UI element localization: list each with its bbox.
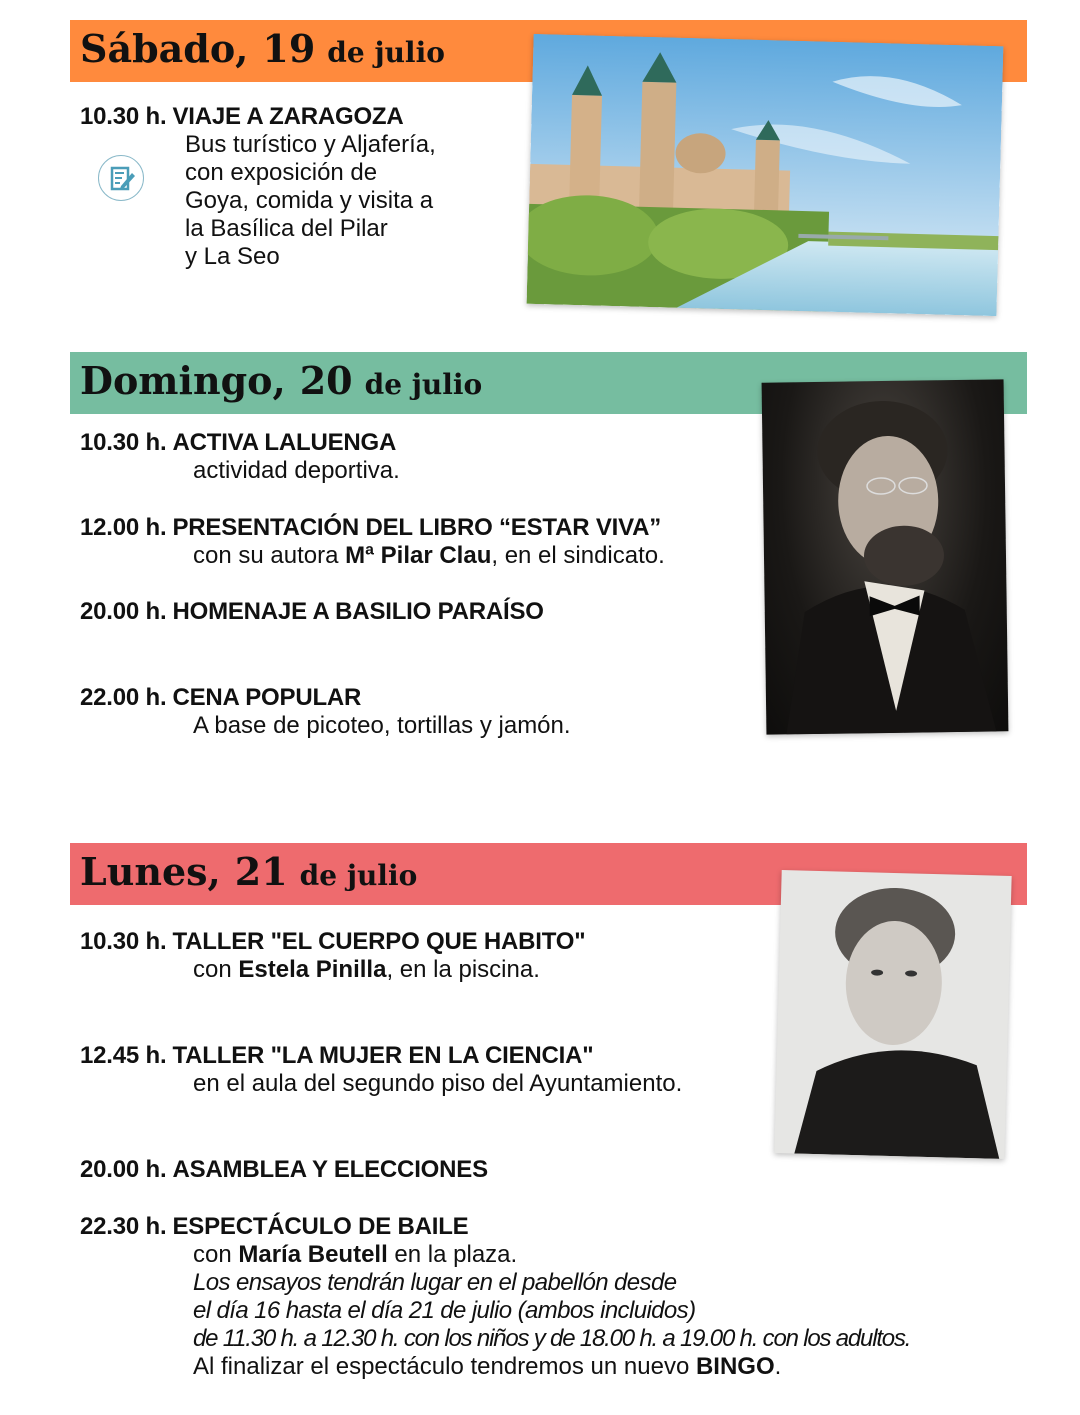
description-line: la Basílica del Pilar bbox=[185, 215, 388, 242]
description-text: , en el sindicato. bbox=[491, 542, 665, 569]
day-number: 21 bbox=[234, 849, 288, 894]
event-time: 22.30 h. bbox=[80, 1213, 167, 1240]
instructor-name: Estela Pinilla bbox=[238, 956, 387, 983]
event-time: 20.00 h. bbox=[80, 598, 167, 625]
rehearsal-note-line: de 11.30 h. a 12.30 h. con los niños y de 18.00 h. a 19.00 h. con los adultos. bbox=[193, 1325, 911, 1352]
month-label: de julio bbox=[364, 368, 483, 401]
event-description: actividad deportiva. bbox=[193, 457, 400, 484]
event-title: CENA POPULAR bbox=[172, 684, 362, 711]
event-title: TALLER "EL CUERPO QUE HABITO" bbox=[172, 928, 586, 955]
description-text: en la plaza. bbox=[387, 1241, 518, 1268]
event-cena-popular bbox=[80, 684, 571, 740]
description-text: . bbox=[774, 1353, 782, 1380]
event-taller-mujer-ciencia bbox=[80, 1042, 682, 1098]
author-name: Mª Pilar Clau bbox=[345, 542, 492, 569]
event-heading bbox=[80, 103, 436, 131]
month-label: de julio bbox=[327, 36, 445, 69]
description-line: Goya, comida y visita a bbox=[185, 187, 434, 214]
event-description: A base de picoteo, tortillas y jamón. bbox=[193, 712, 571, 739]
basilica-illustration-icon bbox=[527, 34, 1004, 316]
event-title: PRESENTACIÓN DEL LIBRO “ESTAR VIVA” bbox=[172, 514, 662, 541]
event-heading bbox=[80, 429, 400, 457]
day-title bbox=[80, 26, 445, 71]
event-description: en el aula del segundo piso del Ayuntamiento. bbox=[193, 1070, 683, 1097]
event-taller-cuerpo bbox=[80, 928, 585, 984]
description-line bbox=[193, 1353, 910, 1381]
event-time: 20.00 h. bbox=[80, 1156, 167, 1183]
marie-curie-portrait bbox=[774, 870, 1011, 1159]
event-title: VIAJE A ZARAGOZA bbox=[172, 103, 404, 130]
description-text: Al finalizar el espectáculo tendremos un nuevo bbox=[193, 1353, 696, 1380]
event-heading bbox=[80, 928, 585, 956]
rehearsal-note-line: Los ensayos tendrán lugar en el pabellón desde bbox=[193, 1269, 677, 1296]
event-heading bbox=[80, 598, 544, 626]
day-number: 19 bbox=[262, 26, 316, 71]
event-time: 22.00 h. bbox=[80, 684, 167, 711]
event-heading bbox=[80, 684, 571, 712]
day-name: Domingo, bbox=[80, 358, 286, 403]
event-time: 10.30 h. bbox=[80, 103, 167, 130]
day-number: 20 bbox=[299, 358, 353, 403]
description-line: con exposición de bbox=[185, 159, 378, 186]
event-title: TALLER "LA MUJER EN LA CIENCIA" bbox=[172, 1042, 594, 1069]
event-heading bbox=[80, 1042, 682, 1070]
event-espectaculo-baile bbox=[80, 1213, 910, 1381]
event-time: 12.45 h. bbox=[80, 1042, 167, 1069]
event-heading bbox=[80, 1156, 488, 1184]
event-description bbox=[193, 956, 585, 984]
event-viaje-zaragoza bbox=[80, 103, 436, 271]
event-title: ESPECTÁCULO DE BAILE bbox=[172, 1213, 469, 1240]
event-description bbox=[185, 131, 436, 271]
event-time: 12.00 h. bbox=[80, 514, 167, 541]
rehearsal-note-line: el día 16 hasta el día 21 de julio (ambos incluidos) bbox=[193, 1297, 696, 1324]
description-text: , en la piscina. bbox=[386, 956, 540, 983]
event-time: 10.30 h. bbox=[80, 928, 167, 955]
event-title: ASAMBLEA Y ELECCIONES bbox=[172, 1156, 488, 1183]
event-description bbox=[193, 542, 665, 570]
event-activa-laluenga bbox=[80, 429, 400, 485]
performer-name: María Beutell bbox=[238, 1241, 388, 1268]
portrait-man-icon bbox=[762, 379, 1009, 734]
day-title bbox=[80, 358, 482, 403]
portrait-woman-icon bbox=[774, 870, 1011, 1159]
event-description bbox=[193, 1241, 910, 1381]
description-line bbox=[193, 1241, 910, 1269]
basilio-paraiso-portrait bbox=[762, 379, 1009, 734]
description-line: y La Seo bbox=[185, 243, 280, 270]
event-heading bbox=[80, 514, 665, 542]
event-time: 10.30 h. bbox=[80, 429, 167, 456]
event-asamblea bbox=[80, 1156, 488, 1184]
event-title: HOMENAJE A BASILIO PARAÍSO bbox=[172, 598, 544, 625]
day-title bbox=[80, 849, 417, 894]
event-heading bbox=[80, 1213, 910, 1241]
event-title: ACTIVA LALUENGA bbox=[172, 429, 397, 456]
month-label: de julio bbox=[299, 859, 418, 892]
description-line: Bus turístico y Aljafería, bbox=[185, 131, 436, 158]
day-name: Sábado, bbox=[80, 26, 249, 71]
description-text: con bbox=[193, 1241, 239, 1268]
event-homenaje bbox=[80, 598, 544, 626]
bingo-label: BINGO bbox=[695, 1353, 775, 1380]
event-presentacion-libro bbox=[80, 514, 665, 570]
zaragoza-basilica-photo bbox=[527, 34, 1004, 316]
description-text: con su autora bbox=[193, 542, 346, 569]
day-name: Lunes, bbox=[80, 849, 221, 894]
description-text: con bbox=[193, 956, 239, 983]
